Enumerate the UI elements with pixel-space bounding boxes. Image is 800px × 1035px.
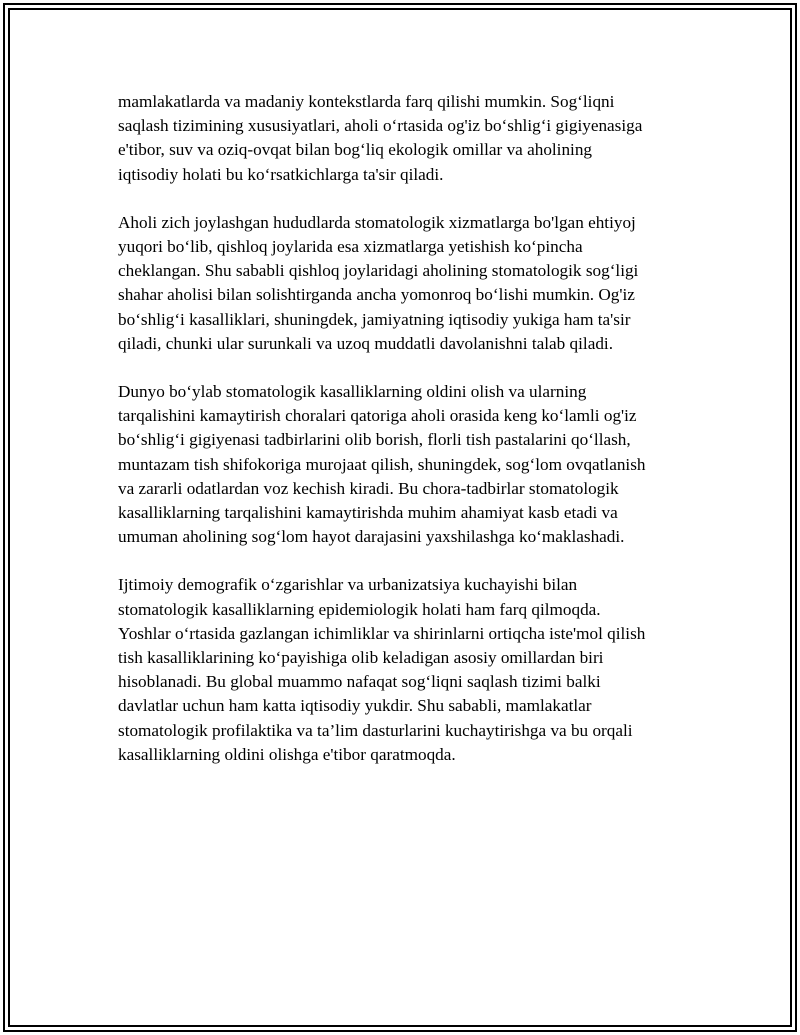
paragraph-3: Dunyo bo‘ylab stomatologik kasalliklarning oldini olish va ularning tarqalishini kamaytirish choralari qatoriga aholi orasida keng ko‘lamli og'iz bo‘shlig‘i gigiyenasi tadbirlarini olib borish, florli tish pastalarini qo‘llash, muntazam tish shifokoriga murojaat qilish, shuningdek, sog‘lom ovqatlanish va zararli odatlardan voz kechish kiradi. Bu chora-tadbirlar stomatologik kasalliklarning tarqalishini kamaytirishda muhim ahamiyat kasb etadi va umuman aholining sog‘lom hayot darajasini yaxshilashga ko‘maklashadi. [118,382,646,547]
paragraph-2: Aholi zich joylashgan hududlarda stomatologik xizmatlarga bo'lgan ehtiyoj yuqori bo‘lib, qishloq joylarida esa xizmatlarga yetishish ko‘pincha cheklangan. Shu sababli qishloq joylaridagi aholining stomatologik sog‘ligi shahar aholisi bilan solishtirganda ancha yomonroq bo‘lishi mumkin. Og'iz bo‘shlig‘i kasalliklari, shuningdek, jamiyatning iqtisodiy yukiga ham ta'sir qiladi, chunki ular surunkali va uzoq muddatli davolanishni talab qiladi. [118,212,639,353]
paragraph-4: Ijtimoiy demografik o‘zgarishlar va urbanizatsiya kuchayishi bilan stomatologik kasalliklarning epidemiologik holati ham farq qilmoqda. Yoshlar o‘rtasida gazlangan ichimliklar va shirinlarni ortiqcha iste'mol qilish tish kasalliklarining ko‘payishiga olib keladigan asosiy omillardan biri hisoblanadi. Bu global muammo nafaqat sog‘liqni saqlash tizimi balki davlatlar uchun ham katta iqtisodiy yukdir. Shu sababli, mamlakatlar stomatologik profilaktika va ta’lim dasturlarini kuchaytirishga va bu orqali kasalliklarning oldini olishga e'tibor qaratmoqda. [118,575,646,764]
paragraph-1: mamlakatlarda va madaniy kontekstlarda farq qilishi mumkin. Sog‘liqni saqlash tizimining xususiyatlari, aholi o‘rtasida og'iz bo‘shlig‘i gigiyenasiga e'tibor, suv va oziq-ovqat bilan bog‘liq ekologik omillar va aholining iqtisodiy holati bu ko‘rsatkichlarga ta'sir qiladi. [118,92,643,184]
document-body [118,90,703,791]
